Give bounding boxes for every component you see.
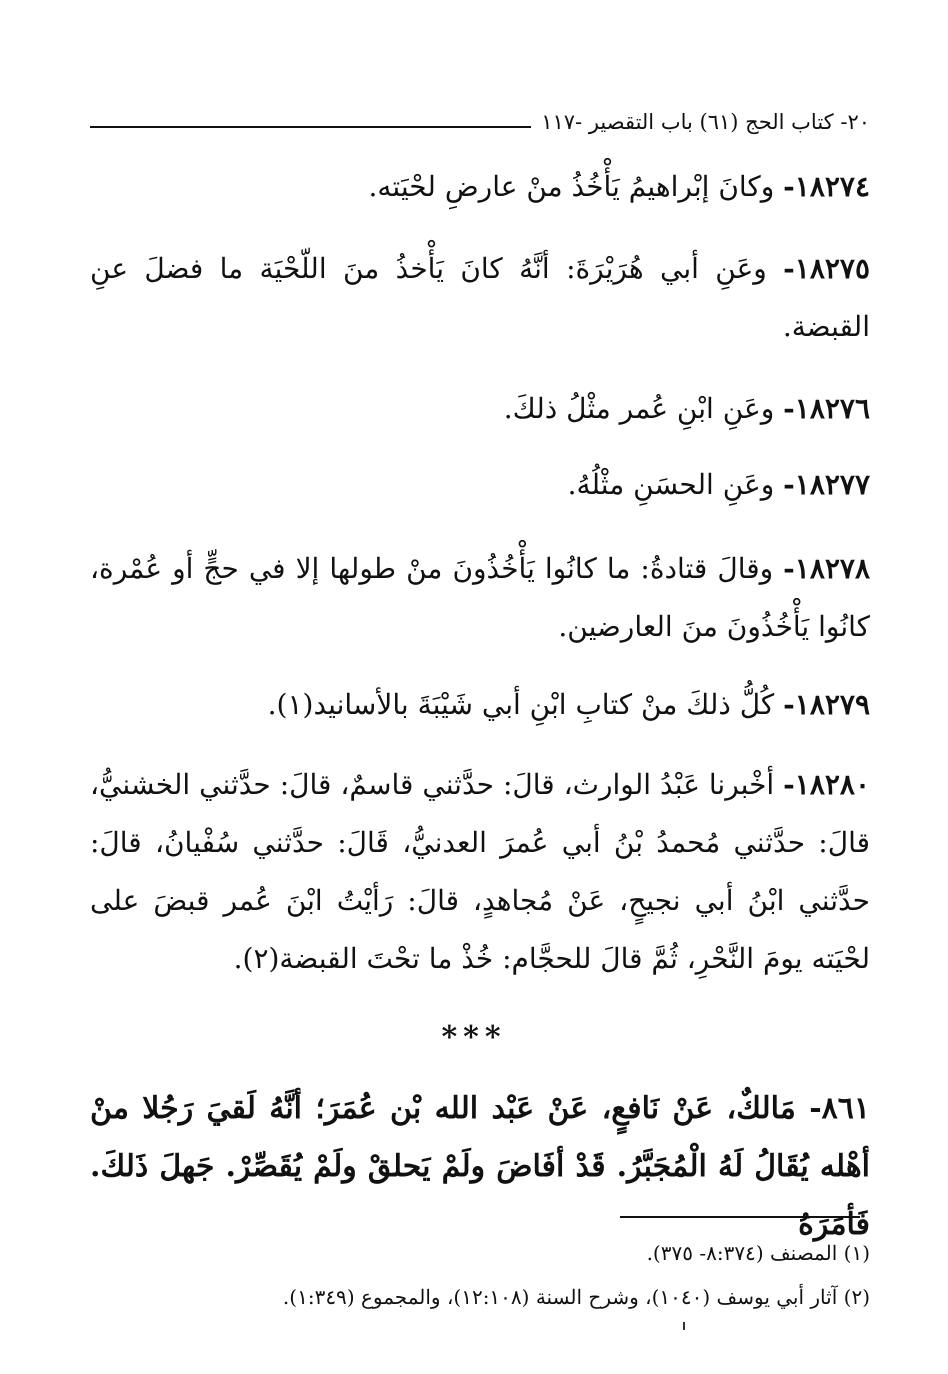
entry-18275 [90, 240, 870, 356]
entry-text: وعَنِ أبي هُرَيْرَةَ: أنَّهُ كانَ يَأْخذُ منَ اللّحْيَة ما فضلَ عنِ القبضة. [90, 252, 870, 343]
running-header [90, 100, 870, 134]
entry-18276 [90, 380, 870, 438]
header-title: ٢٠- كتاب الحج (٦١) باب التقصير -١١٧ [541, 110, 870, 134]
entry-18278 [90, 540, 870, 656]
entry-text: وعَنِ الحسَنِ مثْلُهُ. [567, 468, 784, 501]
entry-text: أخْبرنا عَبْدُ الوارث، قالَ: حدَّثني قاسمٌ، قالَ: حدَّثني الخشنيُّ، قالَ: حدَّثني مُحمدُ بْنُ أبي عُمرَ العدنيُّ، قَالَ: حدَّثني سُفْيانُ، قالَ: حدَّثني ابْنُ أبي نجيحٍ، عَنْ مُجاهدٍ، قالَ: رَأيْتُ ابْنَ عُمر قبضَ على لحْيَته يومَ النَّحْرِ، ثُمَّ قالَ للحجَّام: خُذْ ما تحْتَ القبضة(٢). [90, 768, 870, 975]
footnote-rule [620, 1216, 860, 1218]
hadith-861 [90, 1080, 870, 1254]
entry-number: ١٨٢٨٠- [783, 768, 870, 801]
hadith-text: مَالكٌ، عَنْ نَافعٍ، عَنْ عَبْد الله بْن عُمَرَ؛ أنَّهُ لَقيَ رَجُلا منْ أهْله يُقَالُ لَهُ الْمُجَبَّرُ. قَدْ أفَاضَ ولَمْ يَحلقْ ولَمْ يُقَصِّرْ. جَهلَ ذَلكَ. فَأمَرَهُ [90, 1091, 870, 1242]
entry-number: ١٨٢٧٧- [783, 468, 870, 501]
footnote-2: (٢) آثار أبي يوسف (١٠٤٠)، وشرح السنة (١٢:١٠٨)، والمجموع (١:٣٤٩). [282, 1285, 870, 1309]
entry-text: وعَنِ ابْنِ عُمر مثْلُ ذلكَ. [503, 392, 784, 425]
entry-number: ١٨٢٧٤- [783, 170, 870, 203]
entry-number: ١٨٢٧٥- [783, 252, 870, 285]
print-speck [683, 1322, 685, 1330]
entry-18277 [90, 456, 870, 514]
entry-18280 [90, 756, 870, 988]
footnote-1: (١) المصنف (٨:٣٧٤- ٣٧٥). [646, 1241, 870, 1265]
hadith-number: ٨٦١- [809, 1091, 870, 1126]
entry-number: ١٨٢٧٦- [783, 392, 870, 425]
section-separator: *** [441, 1020, 507, 1055]
entry-number: ١٨٢٧٨- [783, 552, 870, 585]
entry-text: وقالَ قتادةُ: ما كانُوا يَأْخُذُونَ منْ طولها إلا في حجٍّ أو عُمْرة، كانُوا يَأْخُذُونَ منَ العارضين. [90, 552, 870, 643]
entry-18274 [90, 158, 870, 216]
entry-text: كُلُّ ذلكَ منْ كتابِ ابْنِ أبي شَيْبَةَ بالأسانيد(١). [267, 688, 784, 721]
header-rule [90, 126, 531, 128]
entry-18279 [90, 676, 870, 734]
entry-text: وكانَ إبْراهيمُ يَأْخُذُ منْ عارضِ لحْيَته. [368, 170, 784, 203]
entry-number: ١٨٢٧٩- [783, 688, 870, 721]
